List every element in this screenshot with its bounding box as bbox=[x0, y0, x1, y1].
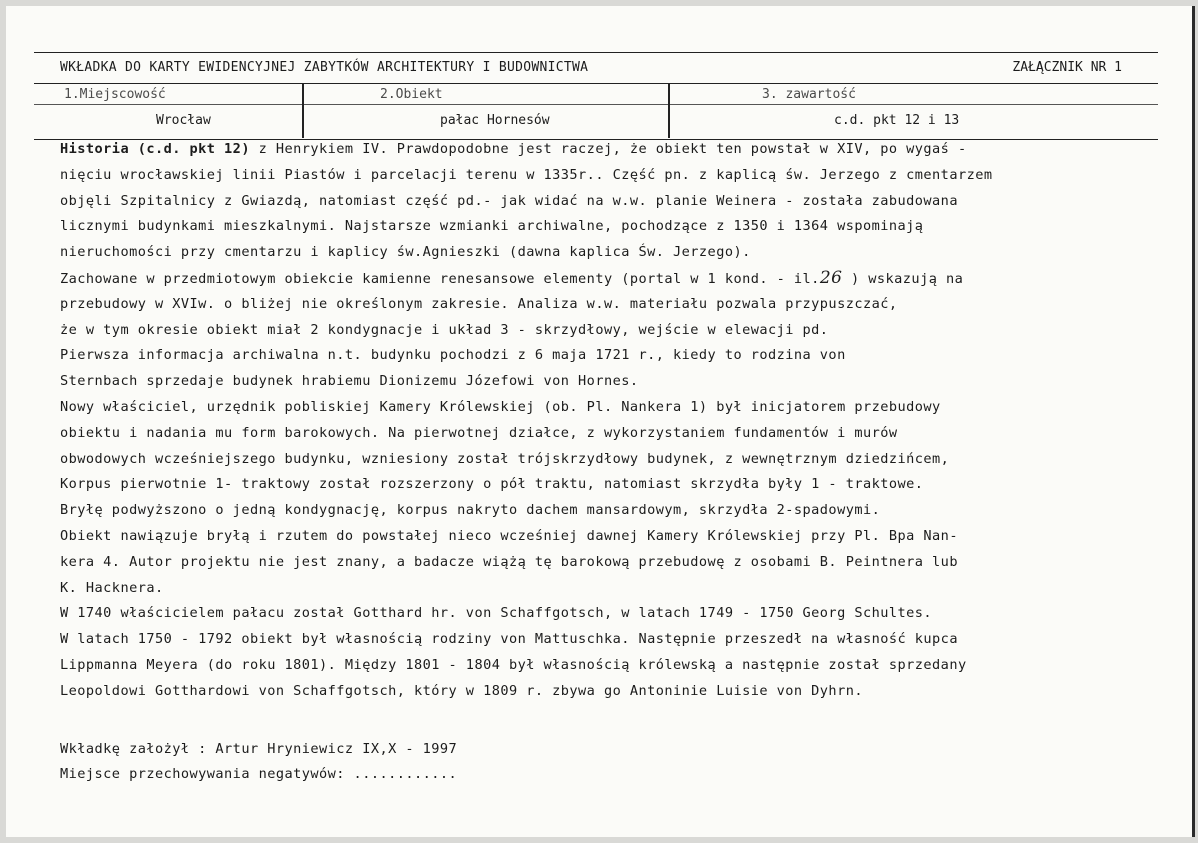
text-line: Korpus pierwotnie 1- traktowy został rozszerzony o pół traktu, natomiast skrzydła były 1 - traktowe. bbox=[60, 476, 924, 493]
text-line: Obiekt nawiązuje bryłą i rzutem do powstałej nieco wcześniej dawnej Kamery Królewskiej przy Pl. Bpa Nan- bbox=[60, 527, 958, 544]
text-line: Nowy właściciel, urzędnik pobliskiej Kamery Królewskiej (ob. Pl. Nankera 1) był inicjatorem przebudowy bbox=[60, 398, 941, 415]
text-line: kera 4. Autor projektu nie jest znany, a badacze wiążą tę barokową przebudowę z osobami B. Peintnera lub bbox=[60, 553, 958, 570]
text-line: Leopoldowi Gotthardowi von Schaffgotsch, który w 1809 r. zbywa go Antoninie Luisie von Dyhrn. bbox=[60, 682, 863, 699]
object-label: 2.Obiekt bbox=[380, 87, 443, 102]
history-text bbox=[60, 137, 1172, 788]
text-fragment: Zachowane w przedmiotowym obiekcie kamienne renesansowe elementy (portal w 1 kond. - il. bbox=[60, 270, 820, 287]
text-line: nieruchomości przy cmentarzu i kaplicy św.Agnieszki (dawna kaplica Św. Jerzego). bbox=[60, 244, 751, 261]
contents-value: c.d. pkt 12 i 13 bbox=[834, 113, 960, 128]
handwritten-illustration-number: 26 bbox=[819, 267, 843, 288]
text-line: nięciu wrocławskiej linii Piastów i parcelacji terenu w 1335r.. Część pn. z kaplicą św. Jerzego z cmentarzem bbox=[60, 166, 993, 183]
text-fragment: z Henrykiem IV. Prawdopodobne jest raczej, że obiekt ten powstał w XIV, po wygaś - bbox=[249, 141, 967, 157]
card-header bbox=[34, 52, 1158, 140]
text-line: że w tym okresie obiekt miał 2 kondygnacje i układ 3 - skrzydłowy, wejście w elewacji pd. bbox=[60, 321, 829, 338]
text-line: Bryłę podwyższono o jedną kondygnację, korpus nakryto dachem mansardowym, skrzydła 2-spadowymi. bbox=[60, 502, 881, 519]
text-line: Sternbach sprzedaje budynek hrabiemu Dionizemu Józefowi von Hornes. bbox=[60, 373, 639, 390]
text-line: Pierwsza informacja archiwalna n.t. budynku pochodzi z 6 maja 1721 r., kiedy to rodzina von bbox=[60, 347, 846, 364]
text-fragment: ) wskazują na bbox=[842, 270, 964, 287]
column-divider bbox=[302, 84, 304, 138]
history-heading: Historia (c.d. pkt 12) bbox=[60, 141, 250, 157]
text-line: K. Hacknera. bbox=[60, 579, 164, 596]
text-line: W 1740 właścicielem pałacu został Gotthard hr. von Schaffgotsch, w latach 1749 - 1750 Georg Schultes. bbox=[60, 605, 933, 622]
text-line: obwodowych wcześniejszego budynku, wzniesiony został trójskrzydłowy budynek, z wewnętrznym dziedzińcem, bbox=[60, 450, 950, 467]
header-title-row bbox=[34, 53, 1158, 84]
header-fields-row bbox=[34, 84, 1158, 138]
record-card bbox=[6, 6, 1195, 837]
text-line: Lippmanna Meyera (do roku 1801). Między 1801 - 1804 był własnością królewską a następnie został sprzedany bbox=[60, 656, 967, 673]
text-line bbox=[60, 266, 1172, 292]
text-line bbox=[60, 137, 1172, 163]
text-line: licznymi budynkami mieszkalnymi. Najstarsze wzmianki archiwalne, pochodzące z 1350 i 1364 wspominają bbox=[60, 218, 924, 235]
text-line: objęli Szpitalnicy z Gwiazdą, natomiast część pd.- jak widać na w.w. planie Weinera - została zabudowana bbox=[60, 192, 958, 209]
object-value: pałac Hornesów bbox=[440, 113, 550, 128]
attachment-number: ZAŁĄCZNIK NR 1 bbox=[1012, 60, 1122, 75]
locality-label: 1.Miejscowość bbox=[64, 87, 166, 102]
author-line: Wkładkę założył : Artur Hryniewicz IX,X - 1997 bbox=[60, 740, 458, 757]
spacer bbox=[60, 705, 1172, 737]
form-title: WKŁADKA DO KARTY EWIDENCYJNEJ ZABYTKÓW ARCHITEKTURY I BUDOWNICTWA bbox=[60, 60, 589, 75]
locality-value: Wrocław bbox=[156, 113, 211, 128]
text-line: przebudowy w XVIw. o bliżej nie określonym zakresie. Analiza w.w. materiału pozwala przypuszczać, bbox=[60, 295, 898, 312]
text-line: obiektu i nadania mu form barokowych. Na pierwotnej działce, z wykorzystaniem fundamentów i murów bbox=[60, 424, 898, 441]
header-divider bbox=[34, 104, 1158, 105]
text-line: W latach 1750 - 1792 obiekt był własnością rodziny von Mattuschka. Następnie przeszedł na własność kupca bbox=[60, 631, 958, 648]
column-divider bbox=[668, 84, 670, 138]
negatives-location-line: Miejsce przechowywania negatywów: ............ bbox=[60, 766, 458, 783]
contents-label: 3. zawartość bbox=[762, 87, 856, 102]
